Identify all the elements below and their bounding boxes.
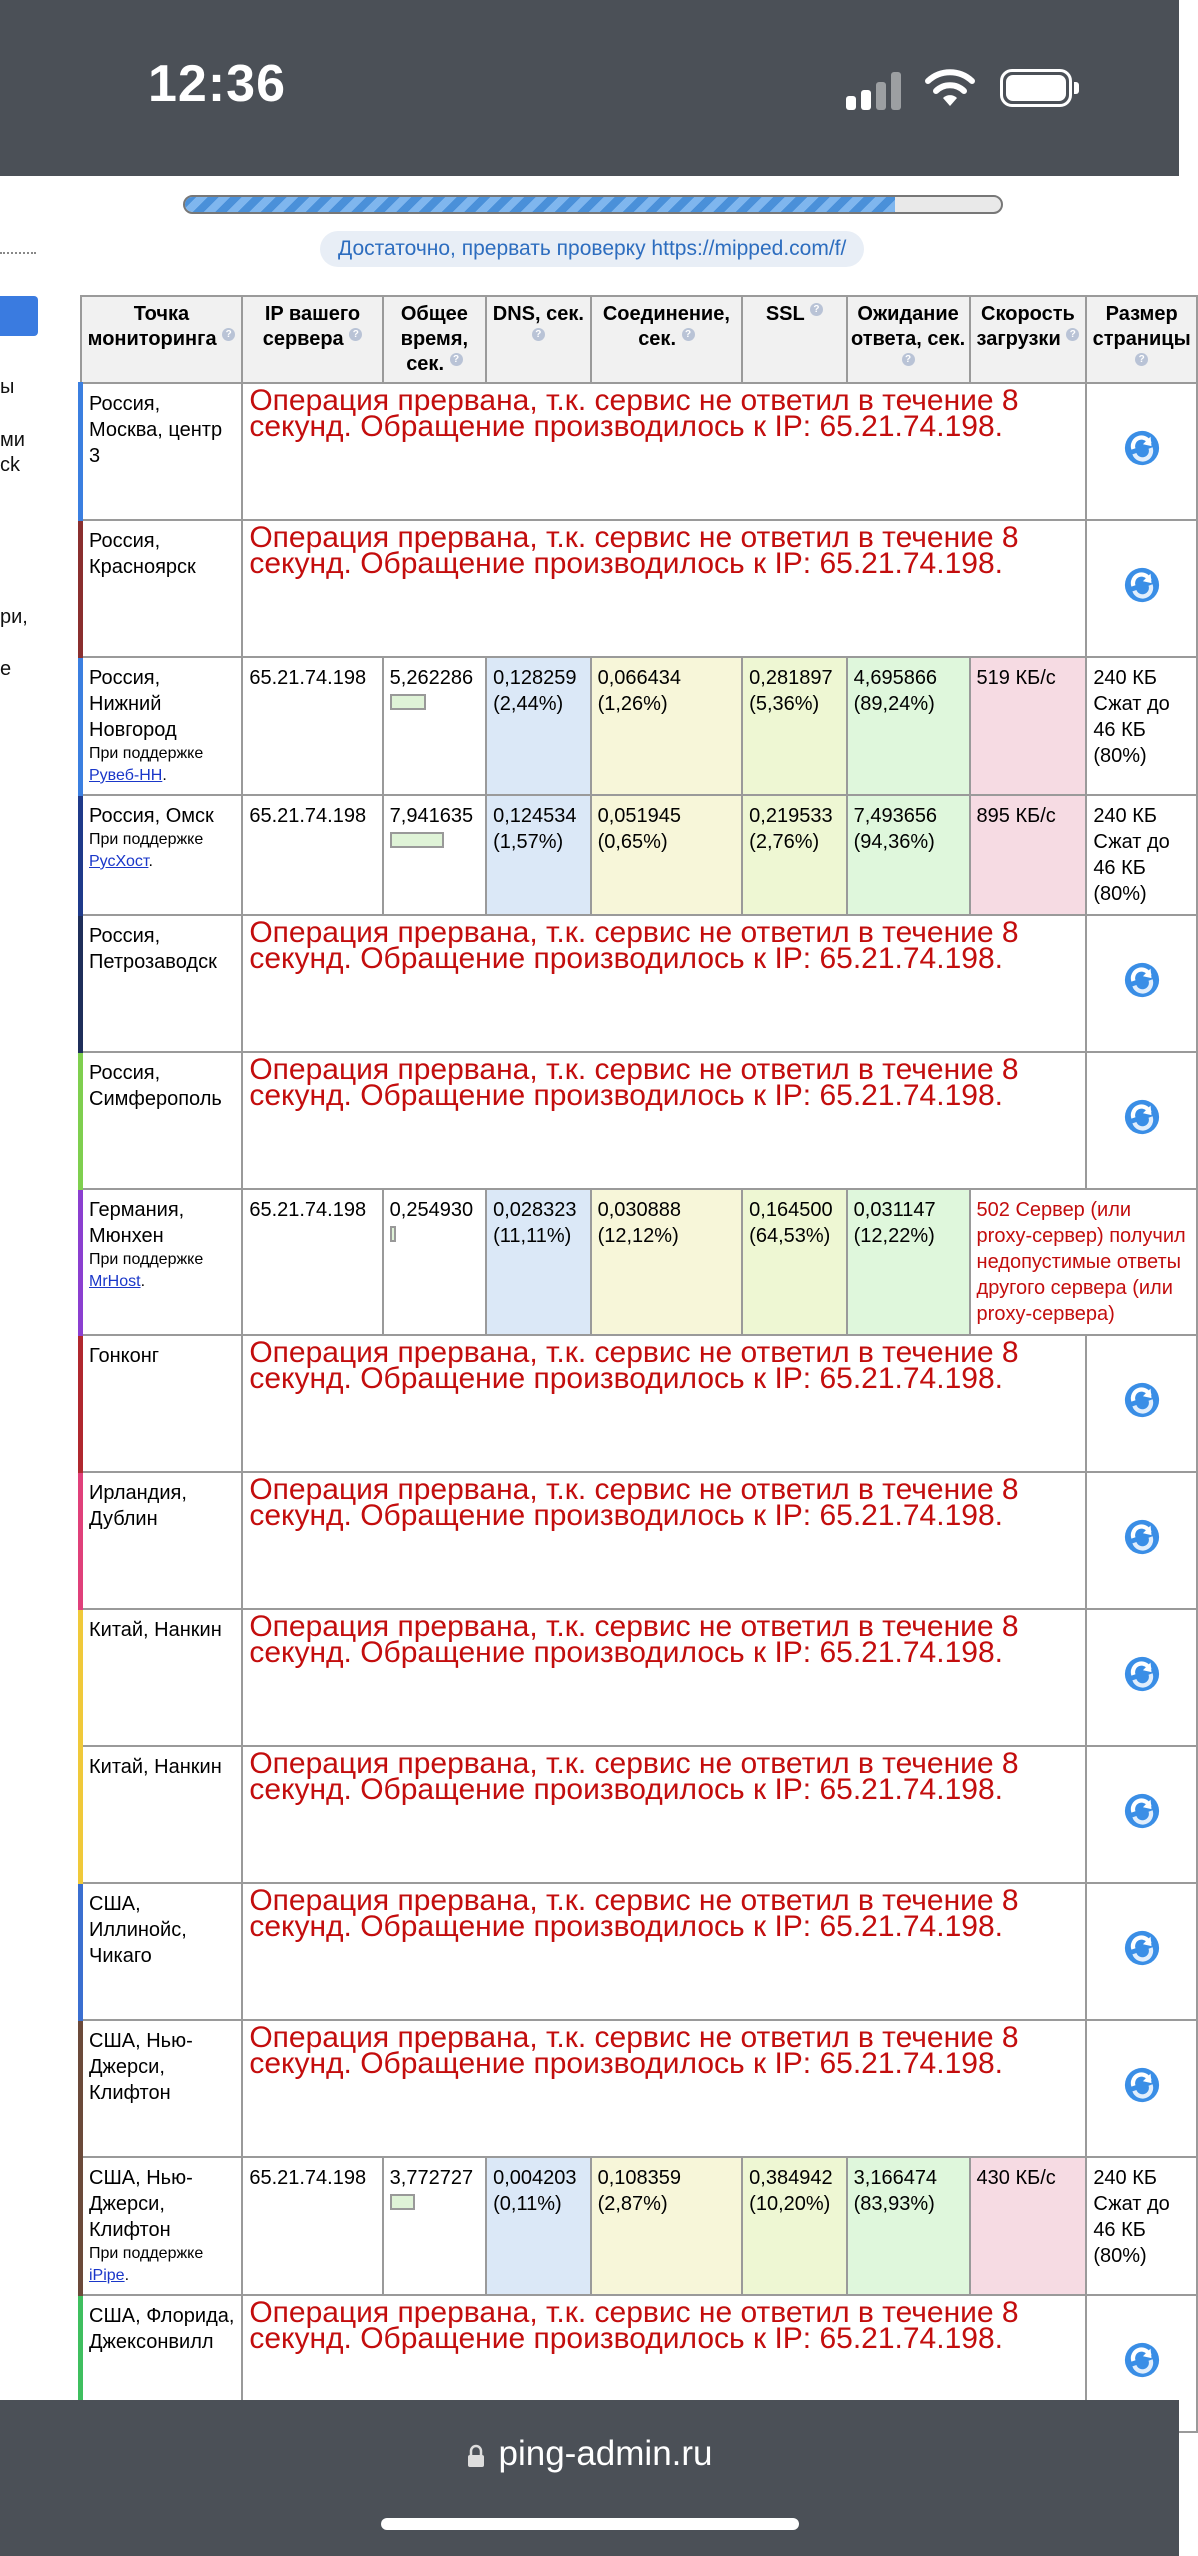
sponsor-suffix: . [162,767,167,784]
sponsor-link[interactable]: Рувеб-НН [89,767,163,784]
sponsor-note [89,743,235,787]
sponsor-note [89,1249,235,1293]
table-row [81,1883,1198,2020]
location-cell [81,2020,243,2157]
col-header: SSL ? [742,296,846,383]
timeout-error: Операция прервана, т.к. сервис не ответил в течение 8 секунд. Обращение производилось к IP: 65.21.74.198. [242,1052,1086,1189]
results-table [78,295,1198,2433]
dns-cell: 0,128259 (2,44%) [486,657,590,795]
sponsor-link[interactable]: MrHost [89,1273,141,1290]
sidebar-fragment: ри, [0,606,28,628]
home-indicator[interactable] [381,2518,799,2530]
col-header: Точка мониторинга ? [81,296,243,383]
table-row [81,1746,1198,1883]
location-name: Россия, Красноярск [89,530,196,578]
timeout-error: Операция прервана, т.к. сервис не ответил в течение 8 секунд. Обращение производилось к IP: 65.21.74.198. [242,2295,1086,2432]
sidebar-fragment: е [0,658,12,680]
timeout-error: Операция прервана, т.к. сервис не ответил в течение 8 секунд. Обращение производилось к IP: 65.21.74.198. [242,520,1086,657]
results-body [81,383,1198,2432]
cellular-signal-icon [846,70,904,110]
reload-icon[interactable] [1123,1655,1161,1693]
http-error-cell: 502 Сервер (или proxy-сервер) получил недопустимые ответы другого сервера (или proxy-сервера) [970,1189,1197,1335]
status-time: 12:36 [148,55,286,113]
reload-cell [1086,1052,1197,1189]
wifi-icon [924,66,976,110]
ip-cell: 65.21.74.198 [242,795,382,915]
reload-icon[interactable] [1123,1792,1161,1830]
timeout-error: Операция прервана, т.к. сервис не ответил в течение 8 секунд. Обращение производилось к IP: 65.21.74.198. [242,1472,1086,1609]
col-header: Общее время, сек. ? [383,296,486,383]
table-row [81,1335,1198,1472]
reload-icon[interactable] [1123,566,1161,604]
help-icon[interactable]: ? [1135,353,1148,366]
col-header: IP вашего сервера ? [242,296,382,383]
total-time-value: 7,941635 [389,805,474,827]
total-time-cell [383,2157,486,2295]
location-name: Гонконг [89,1345,160,1367]
ip-cell: 65.21.74.198 [242,657,382,795]
total-time-bar [390,1226,396,1242]
location-name: Россия, Москва, центр 3 [89,393,223,467]
dns-cell: 0,028323 (11,11%) [486,1189,590,1335]
sponsor-suffix: . [140,1273,146,1290]
total-time-value: 5,262286 [389,667,474,689]
dns-cell: 0,124534 (1,57%) [486,795,590,915]
location-name: Россия, Нижний Новгород [89,667,177,741]
speed-cell: 895 КБ/с [970,795,1087,915]
ssl-cell: 0,164500 (64,53%) [742,1189,846,1335]
sidebar-fragment: ми [0,429,25,451]
reload-cell [1086,1609,1197,1746]
location-cell [81,2157,243,2295]
size-cell: 240 КБ Сжат до 46 КБ (80%) [1086,2157,1197,2295]
reload-icon[interactable] [1123,2066,1161,2104]
location-name: США, Нью-Джерси, Клифтон [89,2030,193,2104]
lock-icon [467,2445,485,2467]
total-time-cell [383,1189,486,1335]
ssl-cell: 0,281897 (5,36%) [742,657,846,795]
url-text: ping-admin.ru [498,2434,713,2473]
ssl-cell: 0,219533 (2,76%) [742,795,846,915]
table-row [81,2157,1198,2295]
divider [0,252,36,254]
reload-cell [1086,1335,1197,1472]
reload-cell [1086,520,1197,657]
location-name: Ирландия, Дублин [89,1482,187,1530]
sidebar-fragment: ck [0,454,20,476]
total-time-bar [390,832,444,848]
location-name: США, Флорида, Джексонвилл [89,2305,235,2353]
location-name: США, Нью-Джерси, Клифтон [89,2167,193,2241]
reload-icon[interactable] [1123,429,1161,467]
timeout-error: Операция прервана, т.к. сервис не ответил в течение 8 секунд. Обращение производилось к IP: 65.21.74.198. [242,1746,1086,1883]
size-cell: 240 КБ Сжат до 46 КБ (80%) [1086,795,1197,915]
wait-cell: 7,493656 (94,36%) [847,795,970,915]
sponsor-note [89,829,235,873]
col-header: Размер страницы ? [1086,296,1197,383]
ip-cell: 65.21.74.198 [242,2157,382,2295]
sponsor-suffix: . [148,853,153,870]
speed-cell: 430 КБ/с [970,2157,1087,2295]
location-cell [81,1609,243,1746]
sponsor-link[interactable]: iPipe [89,2267,125,2284]
table-row [81,795,1198,915]
sidebar-fragment: ы [0,376,15,398]
table-row [81,915,1198,1052]
location-cell [81,520,243,657]
sponsor-suffix: . [124,2267,130,2284]
total-time-bar [390,694,426,710]
size-cell: 240 КБ Сжат до 46 КБ (80%) [1086,657,1197,795]
abort-check-button[interactable]: Достаточно, прервать проверку https://mipped.com/f/ [320,231,864,267]
total-time-value: 3,772727 [389,2167,474,2189]
reload-cell [1086,915,1197,1052]
col-header: Соединение, сек. ? [591,296,743,383]
address-bar[interactable] [0,2434,1179,2474]
sponsor-note [89,2243,235,2287]
timeout-error: Операция прервана, т.к. сервис не ответил в течение 8 секунд. Обращение производилось к IP: 65.21.74.198. [242,1335,1086,1472]
location-cell [81,383,243,520]
timeout-error: Операция прервана, т.к. сервис не ответил в течение 8 секунд. Обращение производилось к IP: 65.21.74.198. [242,383,1086,520]
reload-cell [1086,2020,1197,2157]
sponsor-prefix: При поддержке [89,831,204,848]
connection-cell: 0,108359 (2,87%) [591,2157,743,2295]
location-cell [81,1189,243,1335]
reload-cell [1086,1746,1197,1883]
location-name: Китай, Нанкин [89,1619,222,1641]
check-progress-bar [183,195,1003,214]
location-cell [81,1335,243,1472]
location-cell [81,1472,243,1609]
col-header: Ожидание ответа, сек. ? [847,296,970,383]
help-icon[interactable]: ? [532,328,545,341]
reload-icon[interactable] [1123,1929,1161,1967]
sidebar-active-marker[interactable] [0,296,38,336]
reload-icon[interactable] [1123,1381,1161,1419]
reload-cell [1086,1472,1197,1609]
location-cell [81,795,243,915]
sponsor-prefix: При поддержке [89,1251,204,1268]
wait-cell: 0,031147 (12,22%) [847,1189,970,1335]
col-header: DNS, сек. ? [486,296,590,383]
sponsor-link[interactable]: РусХост [89,853,149,870]
connection-cell: 0,051945 (0,65%) [591,795,743,915]
sponsor-prefix: При поддержке [89,2245,204,2262]
reload-cell [1086,383,1197,520]
dns-cell: 0,004203 (0,11%) [486,2157,590,2295]
timeout-error: Операция прервана, т.к. сервис не ответил в течение 8 секунд. Обращение производилось к IP: 65.21.74.198. [242,915,1086,1052]
total-time-cell [383,795,486,915]
sponsor-prefix: При поддержке [89,745,204,762]
table-row [81,1609,1198,1746]
table-row [81,1189,1198,1335]
table-header-row [81,296,1198,383]
speed-cell: 519 КБ/с [970,657,1087,795]
reload-icon[interactable] [1123,2341,1161,2379]
table-row [81,1052,1198,1189]
table-row [81,383,1198,520]
wait-cell: 4,695866 (89,24%) [847,657,970,795]
ip-cell: 65.21.74.198 [242,1189,382,1335]
help-icon[interactable]: ? [349,328,362,341]
location-cell [81,915,243,1052]
status-bar [0,0,1179,176]
location-name: Россия, Омск [89,805,214,827]
location-name: Германия, Мюнхен [89,1199,185,1247]
help-icon[interactable]: ? [222,328,235,341]
help-icon[interactable]: ? [1066,328,1079,341]
reload-cell [1086,1883,1197,2020]
table-row [81,2020,1198,2157]
total-time-cell [383,657,486,795]
page-content [0,176,1191,2400]
timeout-error: Операция прервана, т.к. сервис не ответил в течение 8 секунд. Обращение производилось к IP: 65.21.74.198. [242,1609,1086,1746]
reload-icon[interactable] [1123,1518,1161,1556]
browser-bar [0,2400,1179,2556]
timeout-error: Операция прервана, т.к. сервис не ответил в течение 8 секунд. Обращение производилось к IP: 65.21.74.198. [242,2020,1086,2157]
help-icon[interactable]: ? [810,303,823,316]
progress-fill [185,197,895,212]
location-cell [81,657,243,795]
location-name: США, Иллинойс, Чикаго [89,1893,187,1967]
wait-cell: 3,166474 (83,93%) [847,2157,970,2295]
total-time-value: 0,254930 [389,1199,474,1221]
help-icon[interactable]: ? [450,353,463,366]
connection-cell: 0,030888 (12,12%) [591,1189,743,1335]
table-row [81,520,1198,657]
reload-icon[interactable] [1123,1098,1161,1136]
location-cell [81,1052,243,1189]
location-cell [81,1883,243,2020]
table-row [81,657,1198,795]
help-icon[interactable]: ? [682,328,695,341]
location-cell [81,1746,243,1883]
col-header: Скорость загрузки ? [970,296,1087,383]
timeout-error: Операция прервана, т.к. сервис не ответил в течение 8 секунд. Обращение производилось к IP: 65.21.74.198. [242,1883,1086,2020]
table-row [81,1472,1198,1609]
location-name: Китай, Нанкин [89,1756,222,1778]
help-icon[interactable]: ? [902,353,915,366]
connection-cell: 0,066434 (1,26%) [591,657,743,795]
battery-icon [1000,69,1072,107]
reload-icon[interactable] [1123,961,1161,999]
total-time-bar [390,2194,415,2210]
location-name: Россия, Симферополь [89,1062,222,1110]
ssl-cell: 0,384942 (10,20%) [742,2157,846,2295]
location-name: Россия, Петрозаводск [89,925,217,973]
